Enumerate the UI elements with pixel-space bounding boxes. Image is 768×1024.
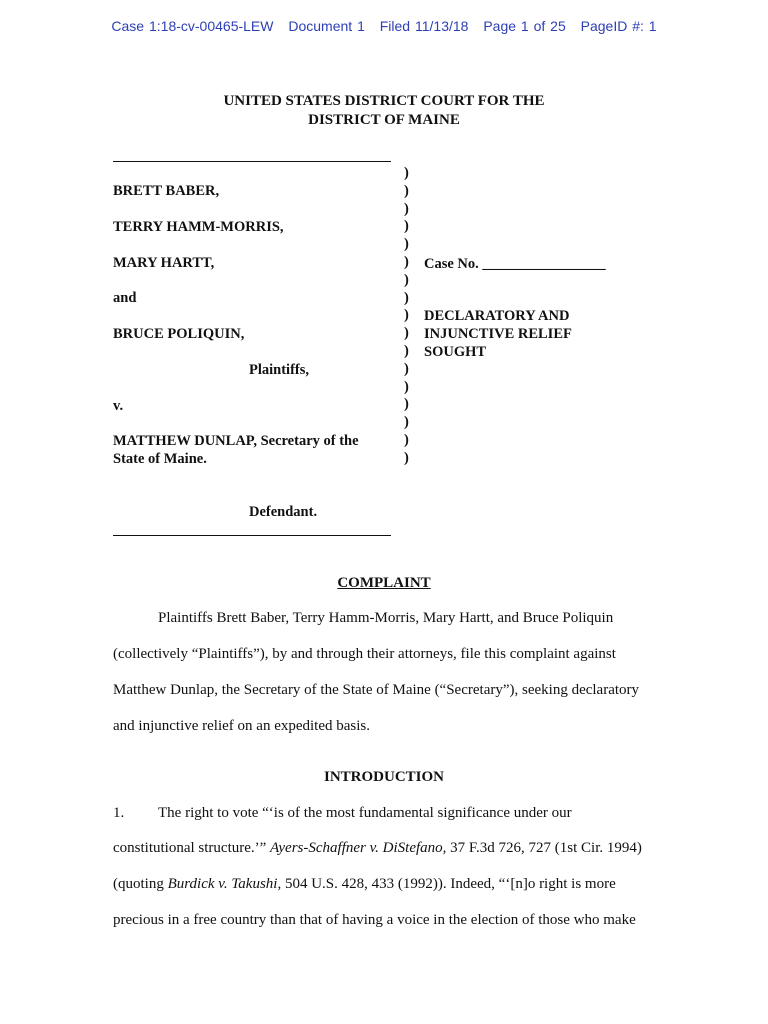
caption-bottom-rule [113, 535, 391, 536]
caption-top-rule [113, 161, 391, 162]
case-citation: Burdick v. Takushi [167, 876, 278, 892]
complaint-line-2: (collectively “Plaintiffs”), by and through their attorneys, file this complaint against [113, 646, 616, 662]
relief-line-3: SOUGHT [424, 344, 487, 360]
defendant-line-1: MATTHEW DUNLAP, Secretary of the [113, 433, 359, 449]
case-citation: Ayers-Schaffner v. DiStefano [270, 840, 443, 856]
plaintiff-2: TERRY HAMM-MORRIS, [113, 219, 284, 235]
case-number-blank: Case No. _________________ [424, 256, 606, 272]
intro-para-1-line-4: precious in a free country than that of having a voice in the election of those who make [113, 912, 636, 928]
ecf-header [0, 18, 768, 34]
defendant-line-2: State of Maine. [113, 451, 207, 467]
complaint-title: COMPLAINT [337, 575, 431, 591]
relief-line-1: DECLARATORY AND [424, 308, 570, 324]
case-number: Case 1:18-cv-00465-LEW [111, 18, 274, 34]
plaintiff-1: BRETT BABER, [113, 183, 220, 199]
document-number: Document 1 [288, 18, 365, 34]
plaintiff-3: MARY HARTT, [113, 255, 215, 271]
court-line-1: UNITED STATES DISTRICT COURT FOR THE [223, 93, 545, 109]
complaint-line-1: Plaintiffs Brett Baber, Terry Hamm-Morris, Mary Hartt, and Bruce Poliquin [158, 610, 614, 626]
plaintiff-conjunction: and [113, 290, 137, 306]
complaint-line-4: and injunctive relief on an expedited basis. [113, 718, 370, 734]
caption-paren-column: ) ) ) ) ) ) ) ) ) ) ) ) ) ) ) ) ) [404, 165, 409, 466]
court-heading [0, 92, 768, 130]
versus: v. [113, 398, 124, 414]
plaintiff-4: BRUCE POLIQUIN, [113, 326, 245, 342]
defendant-label: Defendant. [249, 504, 318, 520]
page-indicator: Page 1 of 25 [483, 18, 566, 34]
court-line-2: DISTRICT OF MAINE [308, 112, 460, 128]
intro-para-1-line-1: 1. The right to vote “‘is of the most fundamental significance under our [113, 805, 572, 821]
page-id: PageID #: 1 [580, 18, 657, 34]
paragraph-number: 1. [113, 805, 125, 821]
filed-date: Filed 11/13/18 [379, 18, 469, 34]
relief-line-2: INJUNCTIVE RELIEF [424, 326, 572, 342]
introduction-title: INTRODUCTION [323, 769, 444, 785]
relief-sought [424, 307, 572, 361]
intro-para-1-line-2: constitutional structure.’” Ayers-Schaffner v. DiStefano, 37 F.3d 726, 727 (1st Cir. 1994) [113, 840, 642, 856]
plaintiffs-label: Plaintiffs, [249, 362, 310, 378]
complaint-line-3: Matthew Dunlap, the Secretary of the State of Maine (“Secretary”), seeking declaratory [113, 682, 640, 698]
intro-para-1-line-3: (quoting Burdick v. Takushi, 504 U.S. 428, 433 (1992)). Indeed, “‘[n]o right is more [113, 876, 616, 892]
